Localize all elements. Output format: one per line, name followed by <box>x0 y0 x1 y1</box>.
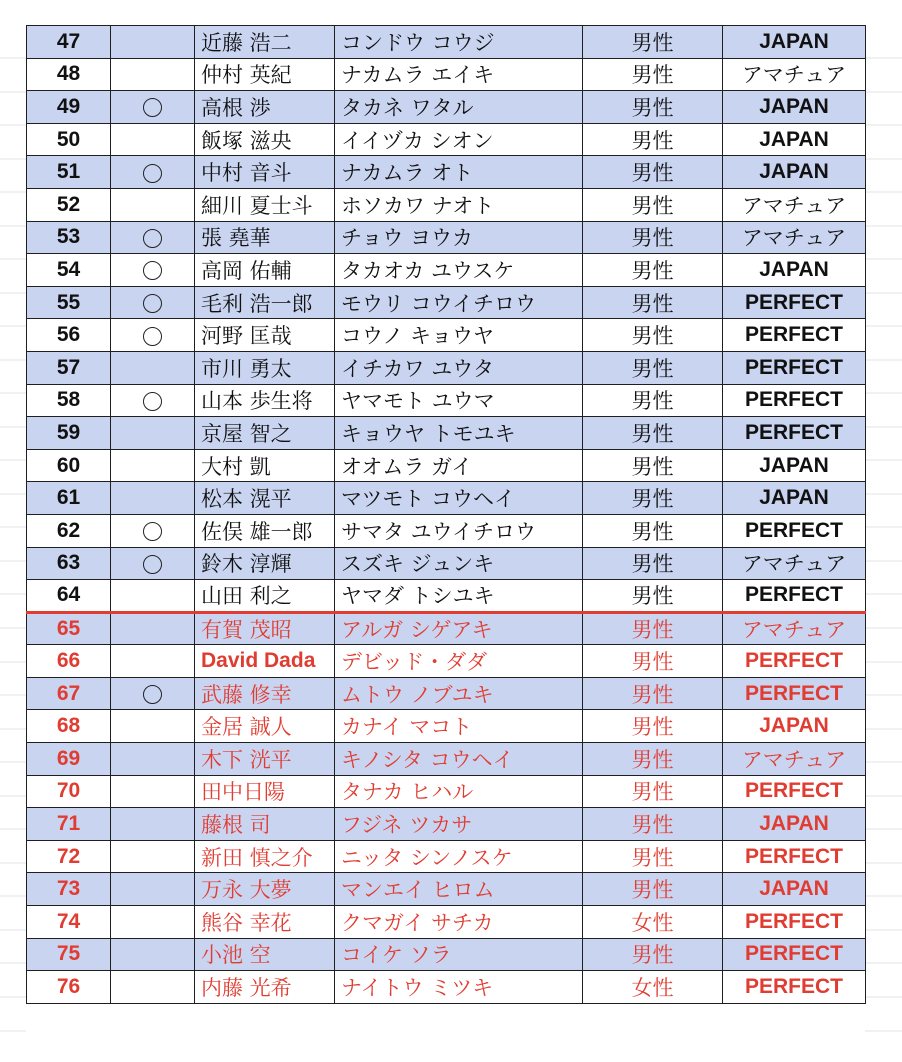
entry-number-cell[interactable]: 68 <box>27 710 111 743</box>
circle-mark-icon <box>143 522 162 541</box>
entry-number-cell[interactable]: 75 <box>27 938 111 971</box>
class-cell[interactable]: JAPAN <box>723 91 866 124</box>
player-name-cell[interactable]: 山田 利之 <box>195 580 335 613</box>
gender-cell[interactable]: 男性 <box>583 808 723 841</box>
gender-cell[interactable]: 男性 <box>583 612 723 645</box>
circle-mark-icon <box>143 98 162 117</box>
class-cell[interactable]: PERFECT <box>723 906 866 939</box>
gender-cell[interactable]: 男性 <box>583 514 723 547</box>
table-row <box>27 906 866 939</box>
player-name-cell[interactable]: 熊谷 幸花 <box>195 906 335 939</box>
mark-cell[interactable] <box>111 938 195 971</box>
circle-mark-icon <box>143 164 162 183</box>
gender-cell[interactable]: 男性 <box>583 221 723 254</box>
class-cell[interactable]: JAPAN <box>723 710 866 743</box>
table-body <box>27 26 866 1004</box>
player-kana-cell[interactable]: マンエイ ヒロム <box>335 873 583 906</box>
class-cell[interactable]: アマチュア <box>723 221 866 254</box>
player-kana-cell[interactable]: フジネ ツカサ <box>335 808 583 841</box>
player-kana-cell[interactable]: ナカムラ エイキ <box>335 58 583 91</box>
circle-mark-icon <box>143 294 162 313</box>
gender-cell[interactable]: 男性 <box>583 938 723 971</box>
class-cell[interactable]: PERFECT <box>723 351 866 384</box>
class-cell[interactable]: JAPAN <box>723 26 866 59</box>
player-kana-cell[interactable]: アルガ シゲアキ <box>335 612 583 645</box>
player-kana-cell[interactable]: イイヅカ シオン <box>335 123 583 156</box>
circle-mark-icon <box>143 555 162 574</box>
player-name-cell[interactable]: 大村 凱 <box>195 449 335 482</box>
player-kana-cell[interactable]: ヤマダ トシユキ <box>335 580 583 613</box>
mark-cell[interactable] <box>111 221 195 254</box>
entry-number-cell[interactable]: 59 <box>27 417 111 450</box>
player-kana-cell[interactable]: チョウ ヨウカ <box>335 221 583 254</box>
mark-cell[interactable] <box>111 677 195 710</box>
mark-cell[interactable] <box>111 612 195 645</box>
player-kana-cell[interactable]: ホソカワ ナオト <box>335 188 583 221</box>
player-name-cell[interactable]: 有賀 茂昭 <box>195 612 335 645</box>
class-cell[interactable]: PERFECT <box>723 775 866 808</box>
player-kana-cell[interactable]: カナイ マコト <box>335 710 583 743</box>
mark-cell[interactable] <box>111 840 195 873</box>
class-cell[interactable]: JAPAN <box>723 123 866 156</box>
circle-mark-icon <box>143 229 162 248</box>
gender-cell[interactable]: 男性 <box>583 580 723 613</box>
table-row <box>27 482 866 515</box>
player-name-cell[interactable]: 松本 滉平 <box>195 482 335 515</box>
player-name-cell[interactable]: 河野 匡哉 <box>195 319 335 352</box>
gender-cell[interactable]: 男性 <box>583 351 723 384</box>
player-name-cell[interactable]: 武藤 修幸 <box>195 677 335 710</box>
entry-number-cell[interactable]: 72 <box>27 840 111 873</box>
table-row <box>27 417 866 450</box>
table-row <box>27 319 866 352</box>
player-kana-cell[interactable]: イチカワ ユウタ <box>335 351 583 384</box>
mark-cell[interactable] <box>111 580 195 613</box>
player-kana-cell[interactable]: サマタ ユウイチロウ <box>335 514 583 547</box>
table-row <box>27 221 866 254</box>
table-row <box>27 58 866 91</box>
entry-number-cell[interactable]: 60 <box>27 449 111 482</box>
table-row <box>27 91 866 124</box>
player-kana-cell[interactable]: タナカ ヒハル <box>335 775 583 808</box>
mark-cell[interactable] <box>111 710 195 743</box>
table-row <box>27 449 866 482</box>
table-row <box>27 710 866 743</box>
gender-cell[interactable]: 男性 <box>583 286 723 319</box>
table-row <box>27 677 866 710</box>
gender-cell[interactable]: 男性 <box>583 58 723 91</box>
player-kana-cell[interactable]: モウリ コウイチロウ <box>335 286 583 319</box>
player-kana-cell[interactable]: デビッド・ダダ <box>335 645 583 678</box>
entry-number-cell[interactable]: 67 <box>27 677 111 710</box>
mark-cell[interactable] <box>111 188 195 221</box>
player-name-cell[interactable]: 高岡 佑輔 <box>195 254 335 287</box>
table-row <box>27 26 866 59</box>
table-row <box>27 514 866 547</box>
mark-cell[interactable] <box>111 286 195 319</box>
entry-number-cell[interactable]: 53 <box>27 221 111 254</box>
player-kana-cell[interactable]: ヤマモト ユウマ <box>335 384 583 417</box>
entry-number-cell[interactable]: 58 <box>27 384 111 417</box>
player-name-cell[interactable]: 金居 誠人 <box>195 710 335 743</box>
class-cell[interactable]: PERFECT <box>723 645 866 678</box>
player-name-cell[interactable]: 鈴木 淳輝 <box>195 547 335 580</box>
player-name-cell[interactable]: 内藤 光希 <box>195 971 335 1004</box>
class-cell[interactable]: アマチュア <box>723 547 866 580</box>
class-cell[interactable]: PERFECT <box>723 580 866 613</box>
player-kana-cell[interactable]: キノシタ コウヘイ <box>335 743 583 776</box>
gender-cell[interactable]: 女性 <box>583 906 723 939</box>
player-kana-cell[interactable]: ニッタ シンノスケ <box>335 840 583 873</box>
player-name-cell[interactable]: 小池 空 <box>195 938 335 971</box>
gender-cell[interactable]: 男性 <box>583 91 723 124</box>
mark-cell[interactable] <box>111 743 195 776</box>
player-name-cell[interactable]: 毛利 浩一郎 <box>195 286 335 319</box>
circle-mark-icon <box>143 392 162 411</box>
player-name-cell[interactable]: 京屋 智之 <box>195 417 335 450</box>
entry-number-cell[interactable]: 49 <box>27 91 111 124</box>
class-cell[interactable]: JAPAN <box>723 156 866 189</box>
entry-number-cell[interactable]: 56 <box>27 319 111 352</box>
player-name-cell[interactable]: 張 堯華 <box>195 221 335 254</box>
class-cell[interactable]: PERFECT <box>723 677 866 710</box>
table-row <box>27 286 866 319</box>
class-cell[interactable]: PERFECT <box>723 384 866 417</box>
mark-cell[interactable] <box>111 775 195 808</box>
player-kana-cell[interactable]: タカオカ ユウスケ <box>335 254 583 287</box>
gender-cell[interactable]: 男性 <box>583 873 723 906</box>
entry-number-cell[interactable]: 55 <box>27 286 111 319</box>
table-row <box>27 743 866 776</box>
player-kana-cell[interactable]: オオムラ ガイ <box>335 449 583 482</box>
player-name-cell[interactable]: 中村 音斗 <box>195 156 335 189</box>
class-cell[interactable]: アマチュア <box>723 188 866 221</box>
mark-cell[interactable] <box>111 645 195 678</box>
entry-number-cell[interactable]: 47 <box>27 26 111 59</box>
player-name-cell[interactable]: 市川 勇太 <box>195 351 335 384</box>
table-row <box>27 156 866 189</box>
mark-cell[interactable] <box>111 417 195 450</box>
player-name-cell[interactable]: 飯塚 滋央 <box>195 123 335 156</box>
player-kana-cell[interactable]: ナカムラ オト <box>335 156 583 189</box>
player-name-cell[interactable]: David Dada <box>195 645 335 678</box>
mark-cell[interactable] <box>111 384 195 417</box>
player-name-cell[interactable]: 藤根 司 <box>195 808 335 841</box>
gender-cell[interactable]: 男性 <box>583 710 723 743</box>
gender-cell[interactable]: 男性 <box>583 482 723 515</box>
gender-cell[interactable]: 男性 <box>583 743 723 776</box>
entry-list-table <box>26 25 866 1004</box>
gender-cell[interactable]: 男性 <box>583 26 723 59</box>
player-name-cell[interactable]: 山本 歩生将 <box>195 384 335 417</box>
gender-cell[interactable]: 男性 <box>583 417 723 450</box>
table-row <box>27 840 866 873</box>
entry-number-cell[interactable]: 70 <box>27 775 111 808</box>
entry-number-cell[interactable]: 76 <box>27 971 111 1004</box>
table-row <box>27 351 866 384</box>
player-name-cell[interactable]: 高根 渉 <box>195 91 335 124</box>
entry-number-cell[interactable]: 61 <box>27 482 111 515</box>
class-cell[interactable]: JAPAN <box>723 808 866 841</box>
gender-cell[interactable]: 男性 <box>583 319 723 352</box>
player-name-cell[interactable]: 細川 夏士斗 <box>195 188 335 221</box>
mark-cell[interactable] <box>111 156 195 189</box>
gender-cell[interactable]: 男性 <box>583 775 723 808</box>
table-row <box>27 775 866 808</box>
mark-cell[interactable] <box>111 91 195 124</box>
player-name-cell[interactable]: 佐俣 雄一郎 <box>195 514 335 547</box>
class-cell[interactable]: アマチュア <box>723 612 866 645</box>
class-cell[interactable]: PERFECT <box>723 417 866 450</box>
entry-number-cell[interactable]: 48 <box>27 58 111 91</box>
gender-cell[interactable]: 男性 <box>583 449 723 482</box>
entry-number-cell[interactable]: 51 <box>27 156 111 189</box>
table-row <box>27 873 866 906</box>
class-cell[interactable]: JAPAN <box>723 449 866 482</box>
class-cell[interactable]: JAPAN <box>723 482 866 515</box>
class-cell[interactable]: PERFECT <box>723 840 866 873</box>
gender-cell[interactable]: 男性 <box>583 188 723 221</box>
entry-number-cell[interactable]: 74 <box>27 906 111 939</box>
mark-cell[interactable] <box>111 873 195 906</box>
class-cell[interactable]: PERFECT <box>723 971 866 1004</box>
player-name-cell[interactable]: 近藤 浩二 <box>195 26 335 59</box>
table-row <box>27 612 866 645</box>
gender-cell[interactable]: 男性 <box>583 123 723 156</box>
mark-cell[interactable] <box>111 319 195 352</box>
player-name-cell[interactable]: 仲村 英紀 <box>195 58 335 91</box>
entry-number-cell[interactable]: 64 <box>27 580 111 613</box>
player-name-cell[interactable]: 田中日陽 <box>195 775 335 808</box>
mark-cell[interactable] <box>111 514 195 547</box>
mark-cell[interactable] <box>111 254 195 287</box>
player-kana-cell[interactable]: キョウヤ トモユキ <box>335 417 583 450</box>
mark-cell[interactable] <box>111 906 195 939</box>
player-kana-cell[interactable]: スズキ ジュンキ <box>335 547 583 580</box>
mark-cell[interactable] <box>111 449 195 482</box>
mark-cell[interactable] <box>111 26 195 59</box>
gender-cell[interactable]: 男性 <box>583 840 723 873</box>
mark-cell[interactable] <box>111 58 195 91</box>
table-row <box>27 580 866 613</box>
circle-mark-icon <box>143 685 162 704</box>
entry-number-cell[interactable]: 65 <box>27 612 111 645</box>
class-cell[interactable]: PERFECT <box>723 319 866 352</box>
class-cell[interactable]: PERFECT <box>723 286 866 319</box>
gender-cell[interactable]: 男性 <box>583 677 723 710</box>
player-name-cell[interactable]: 木下 洸平 <box>195 743 335 776</box>
circle-mark-icon <box>143 327 162 346</box>
gender-cell[interactable]: 男性 <box>583 254 723 287</box>
gender-cell[interactable]: 男性 <box>583 156 723 189</box>
player-name-cell[interactable]: 万永 大夢 <box>195 873 335 906</box>
entry-number-cell[interactable]: 73 <box>27 873 111 906</box>
player-kana-cell[interactable]: タカネ ワタル <box>335 91 583 124</box>
class-cell[interactable]: JAPAN <box>723 873 866 906</box>
table-row <box>27 547 866 580</box>
mark-cell[interactable] <box>111 482 195 515</box>
entry-number-cell[interactable]: 71 <box>27 808 111 841</box>
table-row <box>27 188 866 221</box>
gender-cell[interactable]: 男性 <box>583 384 723 417</box>
class-cell[interactable]: JAPAN <box>723 254 866 287</box>
table-row <box>27 938 866 971</box>
gender-cell[interactable]: 男性 <box>583 547 723 580</box>
gender-cell[interactable]: 女性 <box>583 971 723 1004</box>
player-kana-cell[interactable]: クマガイ サチカ <box>335 906 583 939</box>
class-cell[interactable]: アマチュア <box>723 743 866 776</box>
mark-cell[interactable] <box>111 547 195 580</box>
class-cell[interactable]: アマチュア <box>723 58 866 91</box>
player-kana-cell[interactable]: コウノ キョウヤ <box>335 319 583 352</box>
gender-cell[interactable]: 男性 <box>583 645 723 678</box>
entry-number-cell[interactable]: 54 <box>27 254 111 287</box>
player-kana-cell[interactable]: ナイトウ ミツキ <box>335 971 583 1004</box>
player-kana-cell[interactable]: コンドウ コウジ <box>335 26 583 59</box>
class-cell[interactable]: PERFECT <box>723 514 866 547</box>
table-row <box>27 971 866 1004</box>
class-cell[interactable]: PERFECT <box>723 938 866 971</box>
table-row <box>27 254 866 287</box>
table-row <box>27 384 866 417</box>
entry-number-cell[interactable]: 66 <box>27 645 111 678</box>
circle-mark-icon <box>143 261 162 280</box>
entry-number-cell[interactable]: 57 <box>27 351 111 384</box>
player-kana-cell[interactable]: ムトウ ノブユキ <box>335 677 583 710</box>
table-row <box>27 808 866 841</box>
player-name-cell[interactable]: 新田 慎之介 <box>195 840 335 873</box>
mark-cell[interactable] <box>111 123 195 156</box>
mark-cell[interactable] <box>111 351 195 384</box>
mark-cell[interactable] <box>111 971 195 1004</box>
table-row <box>27 645 866 678</box>
entry-number-cell[interactable]: 62 <box>27 514 111 547</box>
entry-number-cell[interactable]: 52 <box>27 188 111 221</box>
player-kana-cell[interactable]: コイケ ソラ <box>335 938 583 971</box>
player-kana-cell[interactable]: マツモト コウヘイ <box>335 482 583 515</box>
entry-number-cell[interactable]: 63 <box>27 547 111 580</box>
entry-number-cell[interactable]: 50 <box>27 123 111 156</box>
table-row <box>27 123 866 156</box>
entry-number-cell[interactable]: 69 <box>27 743 111 776</box>
mark-cell[interactable] <box>111 808 195 841</box>
